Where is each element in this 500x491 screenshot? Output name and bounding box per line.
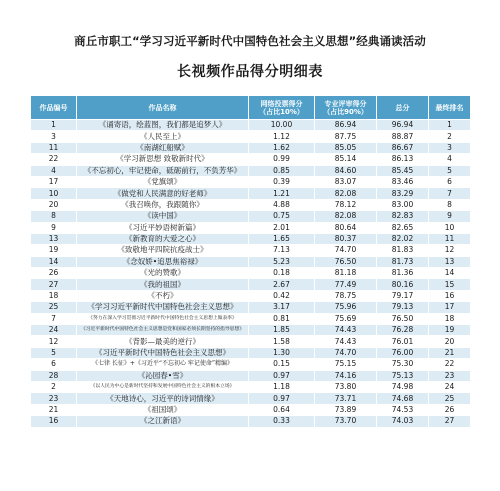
cell-id: 7 [31, 313, 77, 324]
cell-id: 9 [31, 222, 77, 233]
cell-rank: 14 [429, 268, 471, 279]
cell-work: 《习近平新时代中国特色社会主义思想》 [77, 347, 249, 358]
header-total: 总分 [377, 96, 429, 120]
table-row [31, 336, 471, 347]
cell-id: 2 [31, 381, 77, 392]
cell-net-score: 0.97 [249, 393, 315, 404]
cell-net-score: 5.23 [249, 256, 315, 267]
cell-net-score: 0.99 [249, 154, 315, 165]
cell-pro-score: 82.08 [315, 188, 377, 199]
cell-id: 23 [31, 393, 77, 404]
cell-work: 《习近平妙语树新篇》 [77, 222, 249, 233]
cell-pro-score: 75.15 [315, 359, 377, 370]
cell-id: 20 [31, 199, 77, 210]
cell-net-score: 0.33 [249, 416, 315, 427]
cell-work: 《不朽》 [77, 290, 249, 301]
cell-work: 《学习新思想 致敬新时代》 [77, 154, 249, 165]
cell-net-score: 1.12 [249, 131, 315, 142]
cell-rank: 5 [429, 165, 471, 176]
cell-total: 76.01 [377, 336, 429, 347]
cell-work: 《之江新语》 [77, 416, 249, 427]
cell-total: 82.02 [377, 233, 429, 244]
cell-pro-score: 76.50 [315, 256, 377, 267]
cell-total: 82.65 [377, 222, 429, 233]
cell-rank: 21 [429, 347, 471, 358]
cell-work: 《念奴娇•追思焦裕禄》 [77, 256, 249, 267]
cell-id: 14 [31, 256, 77, 267]
cell-rank: 23 [429, 370, 471, 381]
table-row [31, 416, 471, 427]
cell-net-score: 2.01 [249, 222, 315, 233]
header-pro-ratio: （占比90%） [323, 107, 368, 116]
cell-total: 76.28 [377, 325, 429, 336]
cell-rank: 1 [429, 120, 471, 131]
cell-pro-score: 74.70 [315, 347, 377, 358]
cell-pro-score: 74.16 [315, 370, 377, 381]
cell-net-score: 1.65 [249, 233, 315, 244]
table-row [31, 176, 471, 187]
table-row [31, 381, 471, 392]
cell-work: 《我召唤你，我跟随你》 [77, 199, 249, 210]
table-row [31, 370, 471, 381]
cell-total: 83.00 [377, 199, 429, 210]
cell-net-score: 0.64 [249, 404, 315, 415]
cell-net-score: 0.15 [249, 359, 315, 370]
header-net-ratio: （占比10%） [259, 107, 304, 116]
cell-work: 《读中国》 [77, 211, 249, 222]
cell-total: 76.50 [377, 313, 429, 324]
cell-pro-score: 78.75 [315, 290, 377, 301]
cell-pro-score: 83.07 [315, 176, 377, 187]
cell-work: 《祖国颂》 [77, 404, 249, 415]
cell-net-score: 1.58 [249, 336, 315, 347]
cell-id: 1 [31, 120, 77, 131]
table-row [31, 256, 471, 267]
cell-pro-score: 73.89 [315, 404, 377, 415]
cell-pro-score: 73.70 [315, 416, 377, 427]
cell-net-score: 1.62 [249, 142, 315, 153]
cell-pro-score: 84.60 [315, 165, 377, 176]
table-row [31, 359, 471, 370]
cell-id: 10 [31, 188, 77, 199]
cell-total: 79.17 [377, 290, 429, 301]
cell-net-score: 0.18 [249, 268, 315, 279]
cell-rank: 15 [429, 279, 471, 290]
cell-pro-score: 73.71 [315, 393, 377, 404]
cell-net-score: 4.88 [249, 199, 315, 210]
table-header [31, 96, 471, 120]
cell-work: 《不忘初心，牢记使命，砥砺前行，不负芳华》 [77, 165, 249, 176]
table-body [31, 120, 471, 428]
cell-net-score: 7.13 [249, 245, 315, 256]
cell-work: 《南湖红船赋》 [77, 142, 249, 153]
cell-rank: 13 [429, 256, 471, 267]
cell-net-score: 3.17 [249, 302, 315, 313]
cell-rank: 22 [429, 359, 471, 370]
cell-work: 《做党和人民满意的好老师》 [77, 188, 249, 199]
cell-work: 《努力在深入学习贯彻习近平新时代中国特色社会主义思想上做表率》 [77, 313, 249, 324]
cell-total: 81.83 [377, 245, 429, 256]
cell-id: 16 [31, 416, 77, 427]
cell-net-score: 1.21 [249, 188, 315, 199]
score-table [30, 95, 471, 428]
cell-id: 22 [31, 154, 77, 165]
cell-rank: 10 [429, 222, 471, 233]
cell-total: 76.00 [377, 347, 429, 358]
header-net-label: 网络投票得分 [260, 99, 303, 108]
cell-total: 86.67 [377, 142, 429, 153]
header-work: 作品名称 [77, 96, 249, 120]
table-row [31, 165, 471, 176]
cell-pro-score: 74.70 [315, 245, 377, 256]
cell-work: 《七律 长征》+《习近平“不忘初心 牢记使命”精编》 [77, 359, 249, 370]
table-title: 长视频作品得分明细表 [177, 64, 323, 80]
cell-net-score: 1.85 [249, 325, 315, 336]
cell-total: 80.16 [377, 279, 429, 290]
table-row [31, 313, 471, 324]
cell-work: 《习近平新时代中国特色社会主义思想是党和国家必须长期坚持的指导思想》 [77, 325, 249, 336]
cell-work: 《致敬地平四院抗疫战士》 [77, 245, 249, 256]
cell-id: 17 [31, 176, 77, 187]
cell-rank: 24 [429, 381, 471, 392]
cell-total: 82.83 [377, 211, 429, 222]
cell-id: 25 [31, 302, 77, 313]
cell-rank: 27 [429, 416, 471, 427]
cell-rank: 6 [429, 176, 471, 187]
cell-pro-score: 80.37 [315, 233, 377, 244]
cell-pro-score: 81.18 [315, 268, 377, 279]
cell-net-score: 0.97 [249, 370, 315, 381]
table-row [31, 142, 471, 153]
cell-rank: 26 [429, 404, 471, 415]
cell-rank: 19 [429, 325, 471, 336]
cell-total: 75.13 [377, 370, 429, 381]
table-row [31, 154, 471, 165]
cell-rank: 9 [429, 211, 471, 222]
cell-rank: 4 [429, 154, 471, 165]
cell-id: 3 [31, 131, 77, 142]
table-row [31, 290, 471, 301]
cell-work: 《学习习近平新时代中国特色社会主义思想》 [77, 302, 249, 313]
cell-pro-score: 75.96 [315, 302, 377, 313]
cell-pro-score: 86.94 [315, 120, 377, 131]
cell-total: 81.36 [377, 268, 429, 279]
cell-net-score: 0.39 [249, 176, 315, 187]
header-id: 作品编号 [31, 96, 77, 120]
cell-total: 79.13 [377, 302, 429, 313]
cell-work: 《新教育的大爱之心》 [77, 233, 249, 244]
cell-work: 《背影—最美的逆行》 [77, 336, 249, 347]
cell-pro-score: 80.64 [315, 222, 377, 233]
cell-net-score: 0.75 [249, 211, 315, 222]
cell-id: 21 [31, 404, 77, 415]
table-row [31, 393, 471, 404]
cell-work: 《党旗颂》 [77, 176, 249, 187]
table-row [31, 325, 471, 336]
cell-id: 28 [31, 370, 77, 381]
cell-total: 86.13 [377, 154, 429, 165]
cell-id: 11 [31, 142, 77, 153]
cell-total: 74.68 [377, 393, 429, 404]
table-row [31, 131, 471, 142]
cell-rank: 20 [429, 336, 471, 347]
cell-id: 5 [31, 347, 77, 358]
table-row [31, 347, 471, 358]
cell-total: 96.94 [377, 120, 429, 131]
cell-rank: 12 [429, 245, 471, 256]
cell-pro-score: 73.80 [315, 381, 377, 392]
cell-work: 《沁园春•雪》 [77, 370, 249, 381]
cell-work: 《光的赞歌》 [77, 268, 249, 279]
cell-work: 《以人民为中心是新时代坚持和发展中国特色社会主义的根本立场》 [77, 381, 249, 392]
cell-id: 12 [31, 336, 77, 347]
cell-id: 27 [31, 279, 77, 290]
cell-total: 88.87 [377, 131, 429, 142]
cell-net-score: 1.30 [249, 347, 315, 358]
cell-pro-score: 85.05 [315, 142, 377, 153]
header-pro-score [315, 96, 377, 120]
cell-pro-score: 75.69 [315, 313, 377, 324]
cell-rank: 8 [429, 199, 471, 210]
cell-net-score: 10.00 [249, 120, 315, 131]
cell-net-score: 0.42 [249, 290, 315, 301]
header-rank: 最终排名 [429, 96, 471, 120]
table-row [31, 279, 471, 290]
cell-work: 《我的祖国》 [77, 279, 249, 290]
cell-id: 26 [31, 268, 77, 279]
cell-pro-score: 87.75 [315, 131, 377, 142]
cell-work: 《诵寄语，绘蓝图，我们都是追梦人》 [77, 120, 249, 131]
cell-total: 74.53 [377, 404, 429, 415]
table-row [31, 404, 471, 415]
cell-rank: 18 [429, 313, 471, 324]
cell-id: 18 [31, 290, 77, 301]
cell-id: 24 [31, 325, 77, 336]
cell-pro-score: 74.43 [315, 336, 377, 347]
event-title: 商丘市职工“学习习近平新时代中国特色社会主义思想”经典诵读活动 [74, 34, 426, 48]
cell-rank: 11 [429, 233, 471, 244]
table-row [31, 199, 471, 210]
cell-pro-score: 78.12 [315, 199, 377, 210]
table-row [31, 268, 471, 279]
cell-pro-score: 77.49 [315, 279, 377, 290]
cell-net-score: 1.18 [249, 381, 315, 392]
cell-rank: 17 [429, 302, 471, 313]
table-row [31, 211, 471, 222]
cell-net-score: 0.85 [249, 165, 315, 176]
cell-net-score: 0.81 [249, 313, 315, 324]
cell-pro-score: 85.14 [315, 154, 377, 165]
cell-id: 19 [31, 245, 77, 256]
cell-total: 74.03 [377, 416, 429, 427]
cell-total: 81.73 [377, 256, 429, 267]
header-net-score [249, 96, 315, 120]
cell-id: 8 [31, 211, 77, 222]
cell-id: 4 [31, 165, 77, 176]
table-row [31, 302, 471, 313]
table-row [31, 245, 471, 256]
cell-rank: 2 [429, 131, 471, 142]
cell-rank: 25 [429, 393, 471, 404]
cell-total: 75.30 [377, 359, 429, 370]
cell-total: 83.46 [377, 176, 429, 187]
cell-pro-score: 74.43 [315, 325, 377, 336]
cell-total: 85.45 [377, 165, 429, 176]
cell-net-score: 2.67 [249, 279, 315, 290]
cell-work: 《天地诗心，习近平的诗词情缘》 [77, 393, 249, 404]
cell-total: 83.29 [377, 188, 429, 199]
header-row [31, 96, 471, 120]
cell-id: 6 [31, 359, 77, 370]
table-row [31, 188, 471, 199]
cell-id: 13 [31, 233, 77, 244]
header-pro-label: 专业评审得分 [324, 99, 367, 108]
cell-rank: 7 [429, 188, 471, 199]
cell-work: 《人民至上》 [77, 131, 249, 142]
cell-rank: 16 [429, 290, 471, 301]
table-row [31, 233, 471, 244]
table-row [31, 120, 471, 131]
cell-pro-score: 82.08 [315, 211, 377, 222]
cell-total: 74.98 [377, 381, 429, 392]
cell-rank: 3 [429, 142, 471, 153]
table-row [31, 222, 471, 233]
